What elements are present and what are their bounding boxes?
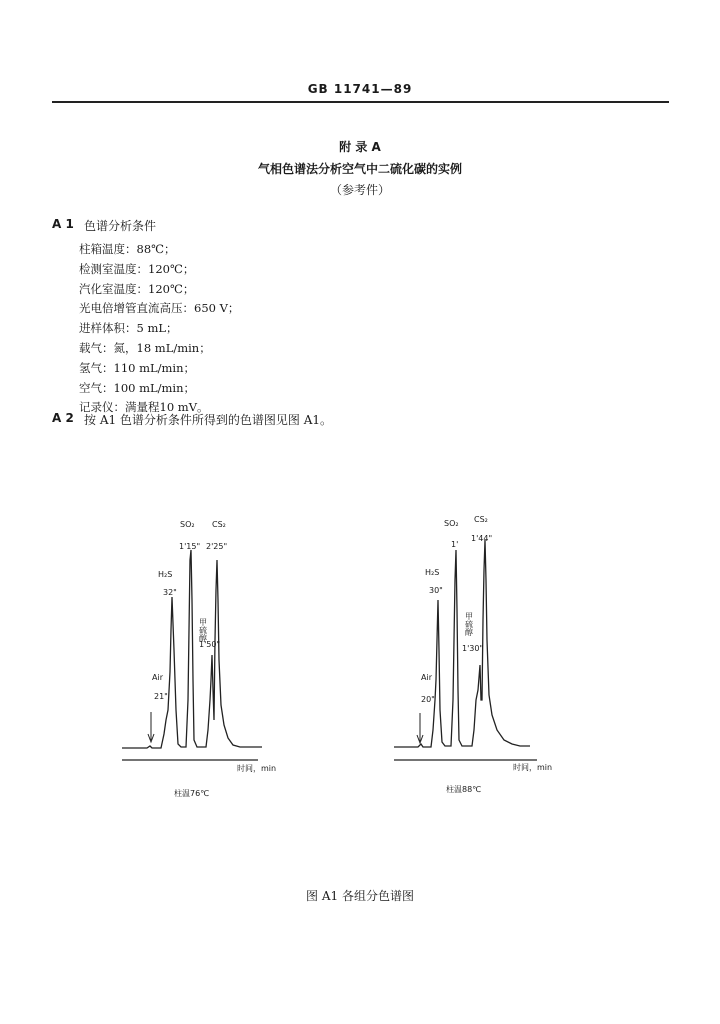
peak-name: H₂S bbox=[425, 568, 440, 577]
injection-arrow bbox=[148, 712, 154, 742]
peak-time: 1' bbox=[451, 540, 459, 549]
peak-time: 30" bbox=[429, 586, 443, 595]
appendix-note: （参考件） bbox=[329, 183, 390, 197]
condition-item: 汽化室温度：120℃； bbox=[79, 281, 195, 296]
peak-time: 20" bbox=[421, 695, 435, 704]
signal-trace bbox=[122, 550, 262, 748]
peak-time: 1'30" bbox=[462, 644, 484, 653]
peak-time: 21" bbox=[154, 692, 168, 701]
peak-name: SO₂ bbox=[444, 519, 459, 528]
figure-caption: 图 A1 各组分色谱图 bbox=[306, 889, 414, 903]
standard-code: GB 11741—89 bbox=[307, 82, 413, 96]
section-a1-title: 色谱分析条件 bbox=[84, 219, 157, 233]
peak-time: 1'15" bbox=[179, 542, 201, 551]
section-a1-number: A 1 bbox=[52, 217, 74, 231]
appendix-label: 附 录 A bbox=[339, 140, 381, 154]
appendix-title: 气相色谱法分析空气中二硫化碳的实例 bbox=[257, 162, 462, 176]
peak-name: H₂S bbox=[158, 570, 173, 579]
time-axis-label: 时间，min bbox=[513, 763, 553, 772]
peak-name: 甲硫醇 bbox=[464, 612, 474, 636]
injection-arrow bbox=[417, 713, 423, 743]
peak-name: SO₂ bbox=[180, 520, 195, 529]
condition-item: 载气：氮，18 mL/min； bbox=[79, 340, 211, 355]
peak-time: 1'50" bbox=[199, 640, 221, 649]
section-a2-number: A 2 bbox=[52, 411, 74, 425]
peak-time: 1'44" bbox=[471, 534, 493, 543]
condition-item: 空气：100 mL/min； bbox=[79, 380, 196, 395]
column-temp-label: 柱温88℃ bbox=[446, 785, 482, 794]
condition-item: 氢气：110 mL/min； bbox=[79, 360, 196, 375]
chromatogram-left bbox=[122, 520, 276, 798]
condition-item: 进样体积：5 mL； bbox=[79, 321, 178, 336]
peak-name: CS₂ bbox=[212, 520, 226, 529]
chromatogram-right bbox=[394, 515, 552, 794]
peak-name: Air bbox=[152, 673, 163, 682]
condition-item: 柱箱温度：88℃； bbox=[79, 242, 176, 256]
condition-item: 记录仪：满量程10 mV。 bbox=[79, 400, 209, 415]
condition-item: 检测室温度：120℃； bbox=[79, 261, 195, 276]
peak-name: CS₂ bbox=[474, 515, 488, 524]
section-a2-text: 按 A1 色谱分析条件所得到的色谱图见图 A1。 bbox=[84, 413, 333, 427]
time-axis-label: 时间，min bbox=[237, 764, 277, 773]
column-temp-label: 柱温76℃ bbox=[174, 789, 210, 798]
peak-time: 32" bbox=[163, 588, 177, 597]
condition-item: 光电倍增管直流高压：650 V； bbox=[79, 301, 240, 316]
peak-name: Air bbox=[421, 673, 432, 682]
peak-name: 甲硫醇 bbox=[198, 618, 208, 642]
peak-time: 2'25" bbox=[206, 542, 228, 551]
